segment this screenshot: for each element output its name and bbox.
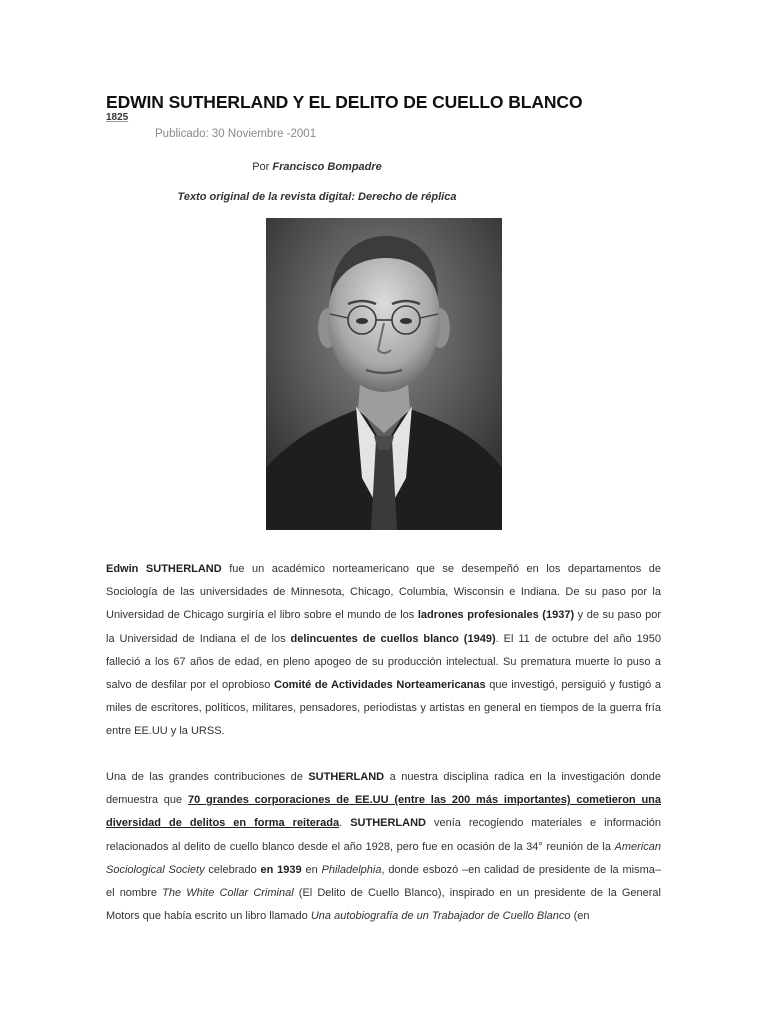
paragraph1-segment: que investigó, persiguió y fustigó a miles de escritores, políticos, militares, pensadores, periodistas y artistas en general en tiempos de la guerra fría entre EE.UU y la URSS. (106, 679, 661, 738)
paragraph2-segment: 70 grandes corporaciones de EE.UU (entre las 200 más importantes) cometieron una diversidad de delitos en forma reiterada (106, 794, 662, 830)
body-paragraph-2 (106, 766, 661, 928)
paragraph1-segment: Edwin SUTHERLAND (106, 563, 222, 575)
publication-date: Publicado: 30 Noviembre -2001 (155, 128, 317, 140)
paragraph2-segment: SUTHERLAND (308, 771, 385, 783)
paragraph2-segment: venía recogiendo materiales e información relacionados al delito de cuello blanco desde el año 1928, pero fue en ocasión de la 34° reunión de la (106, 817, 661, 853)
paragraph2-segment: a nuestra disciplina radica en la investigación donde demuestra que (106, 771, 661, 807)
source-note: Texto original de la revista digital: Derecho de réplica (177, 191, 457, 203)
portrait-photo (266, 218, 502, 530)
paragraph1-segment: delincuentes de cuellos blanco (1949) (290, 632, 496, 645)
body-paragraph-1 (106, 558, 661, 744)
paragraph2-segment: Philadelphia (321, 863, 382, 876)
paragraph2-segment: Una de las grandes contribuciones de (106, 771, 309, 783)
paragraph2-segment: en (301, 863, 322, 876)
paragraph1-segment: ladrones profesionales (1937) (417, 609, 575, 622)
paragraph1-segment: y de su paso por la Universidad de Indiana el de los (106, 609, 661, 645)
byline (0, 161, 634, 173)
paragraph2-segment: American Sociological Society (106, 840, 661, 876)
byline-prefix: Por (252, 161, 270, 173)
author-name: Francisco Bompadre (272, 161, 382, 173)
article-number: 1825 (106, 112, 129, 123)
portrait-illustration (266, 218, 502, 530)
paragraph2-segment: (El Delito de Cuello Blanco), inspirado en un presidente de la General Motors que había escrito un libro llamado (106, 887, 661, 923)
paragraph2-segment: . (339, 817, 351, 830)
paragraph2-segment: Una autobiografía de un Trabajador de Cuello Blanco (310, 910, 571, 923)
paragraph2-segment: (en (570, 910, 590, 923)
paragraph2-segment: The White Collar Criminal (162, 887, 294, 900)
paragraph1-segment: Comité de Actividades Norteamericanas (274, 679, 486, 692)
paragraph1-segment: . El 11 de octubre del año 1950 falleció a los 67 años de edad, en pleno apogeo de su producción intelectual. Su prematura muerte lo puso a salvo de desfilar por el oprobioso (106, 632, 661, 692)
paragraph2-segment: , donde esbozó –en calidad de presidente de la misma– el nombre (106, 863, 661, 900)
paragraph1-segment: fue un académico norteamericano que se desempeñó en los departamentos de Sociología de las universidades de Minnesota, Chicago, Columbia, Wisconsin e Indiana. De su paso por la Universidad de Chicago surgiría el libro sobre el mundo de los (106, 563, 661, 622)
paragraph2-segment: SUTHERLAND (350, 817, 426, 830)
paragraph2-segment: celebrado (204, 863, 261, 876)
paragraph2-segment: en 1939 (260, 863, 302, 876)
article-title: EDWIN SUTHERLAND Y EL DELITO DE CUELLO BLANCO (106, 92, 583, 112)
